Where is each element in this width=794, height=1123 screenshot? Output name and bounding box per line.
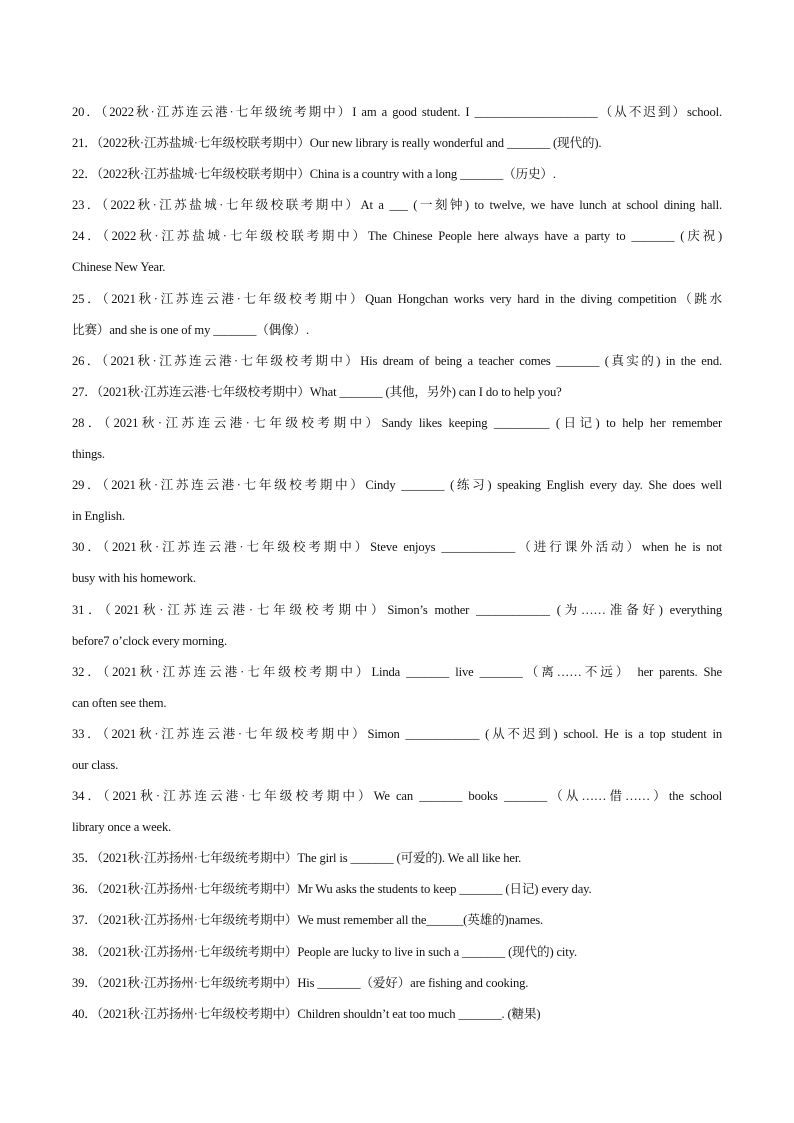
question-line: 34．（2021秋·江苏连云港·七年级校考期中）We can _______ books _______（从……借……）the school <box>72 789 722 804</box>
question-line: 23．（2022秋·江苏盐城·七年级校联考期中）At a ___ (一刻钟) to twelve, we have lunch at school dining hall. <box>72 198 722 213</box>
question-line: 30．（2021秋·江苏连云港·七年级校考期中）Steve enjoys ____________（进行课外活动）when he is not <box>72 540 722 555</box>
question-line: 38．（2021秋·江苏扬州·七年级统考期中）People are lucky to live in such a _______ (现代的) city. <box>72 944 577 959</box>
question-line: 32．（2021秋·江苏连云港·七年级校考期中）Linda _______ live _______（离……不远） her parents. She <box>72 664 722 679</box>
question-line: 21．（2022秋·江苏盐城·七年级校联考期中）Our new library is really wonderful and _______ (现代的). <box>72 136 602 151</box>
question-line: 40．（2021秋·江苏扬州·七年级校考期中）Children shouldn’t eat too much _______. (糖果) <box>72 1006 541 1021</box>
question-line: things. <box>72 447 105 462</box>
question-line: 20．（2022秋·江苏连云港·七年级统考期中）I am a good student. I ____________________（从不迟到）school. <box>72 105 722 119</box>
question-line: 22．（2022秋·江苏盐城·七年级校联考期中）China is a country with a long _______（历史）. <box>72 167 556 182</box>
question-line: in English. <box>72 509 125 524</box>
question-line: 27．（2021秋·江苏连云港·七年级校考期中）What _______ (其他，另外) can I do to help you? <box>72 384 562 399</box>
question-line: 25．（2021秋·江苏连云港·七年级校考期中）Quan Hongchan works very hard in the diving competition（跳水 <box>72 291 722 306</box>
question-line: 36．（2021秋·江苏扬州·七年级统考期中）Mr Wu asks the students to keep _______ (日记) every day. <box>72 882 592 897</box>
question-line: 39．（2021秋·江苏扬州·七年级统考期中）His _______（爱好）are fishing and cooking. <box>72 975 529 990</box>
question-line: 33．（2021秋·江苏连云港·七年级校考期中）Simon ____________ (从不迟到) school. He is a top student in <box>72 726 722 741</box>
question-line: 35．（2021秋·江苏扬州·七年级统考期中）The girl is _______ (可爱的). We all like her. <box>72 851 522 866</box>
question-line: 26．（2021秋·江苏连云港·七年级校考期中）His dream of being a teacher comes _______ (真实的) in the end. <box>72 353 722 368</box>
question-line: busy with his homework. <box>72 571 196 586</box>
question-line: 29．（2021秋·江苏连云港·七年级校考期中）Cindy _______ (练习) speaking English every day. She does well <box>72 478 722 493</box>
question-line: before7 o’clock every morning. <box>72 633 227 648</box>
question-line: library once a week. <box>72 820 172 835</box>
question-line: Chinese New Year. <box>72 260 166 275</box>
question-line: 37．（2021秋·江苏扬州·七年级统考期中）We must remember all the______(英雄的)names. <box>72 913 544 928</box>
question-line: 31．（2021秋·江苏连云港·七年级校考期中）Simon’s mother ____________ (为……准备好) everything <box>72 602 722 617</box>
question-line: our class. <box>72 757 119 772</box>
question-line: 24．（2022秋·江苏盐城·七年级校联考期中）The Chinese People here always have a party to _______ (庆祝) <box>72 229 722 244</box>
question-list <box>72 97 722 1030</box>
question-line: 28．（2021秋·江苏连云港·七年级校考期中）Sandy likes keeping _________ (日记) to help her remember <box>72 415 722 430</box>
question-line: can often see them. <box>72 695 167 710</box>
question-line: 比赛）and she is one of my _______（偶像）. <box>72 322 310 337</box>
